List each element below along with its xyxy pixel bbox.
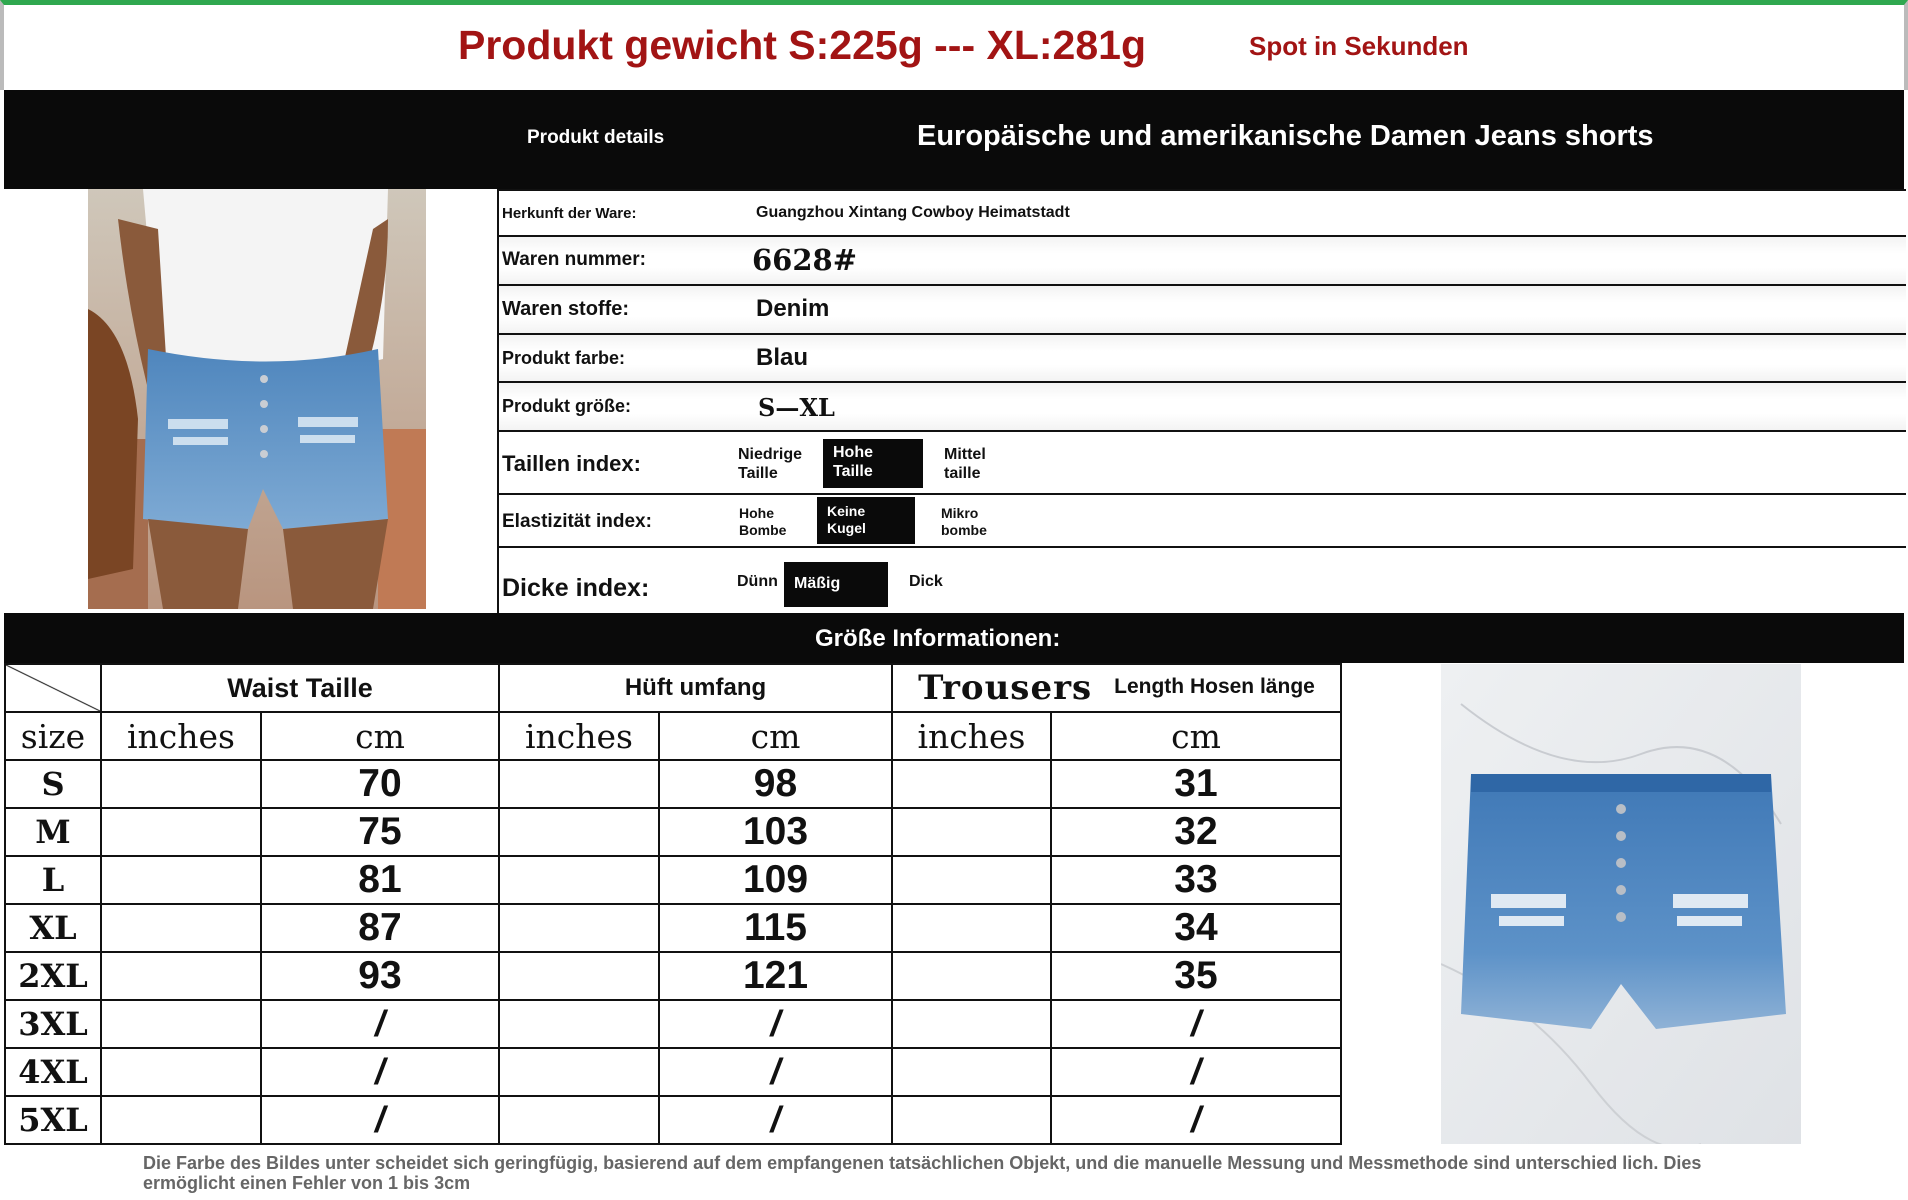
hip-cm-cell: 109 <box>659 856 892 904</box>
waist-cm-cell: 75 <box>261 808 499 856</box>
hip-cm-cell: / <box>659 1048 892 1096</box>
hip-cm-cell: 98 <box>659 760 892 808</box>
size-cell: 3XL <box>5 1000 101 1048</box>
length-inches-cell <box>892 1048 1051 1096</box>
waist-cm-cell: 87 <box>261 904 499 952</box>
length-inches-header: inches <box>892 712 1051 760</box>
size-row <box>5 856 1341 904</box>
size-cell: S <box>5 760 101 808</box>
item-number-row <box>497 237 1906 286</box>
waist-cm-cell: / <box>261 1000 499 1048</box>
length-cm-cell: 32 <box>1051 808 1341 856</box>
thickness-option-thin: Dünn <box>737 573 778 590</box>
waist-inches-cell <box>101 1096 261 1144</box>
size-row <box>5 904 1341 952</box>
waist-cm-cell: 70 <box>261 760 499 808</box>
size-table <box>4 663 1342 1145</box>
size-info-title: Größe Informationen: <box>815 625 1061 652</box>
color-value: Blau <box>756 344 809 371</box>
waist-cm-cell: 93 <box>261 952 499 1000</box>
length-inches-cell <box>892 760 1051 808</box>
size-row <box>5 1096 1341 1144</box>
product-details-label: Produkt details <box>527 127 665 148</box>
hip-cm-cell: / <box>659 1096 892 1144</box>
hip-header: Hüft umfang <box>499 664 892 712</box>
fabric-row <box>497 286 1906 335</box>
waist-cm-cell: / <box>261 1048 499 1096</box>
item-number-value: 6628# <box>752 243 858 277</box>
color-label: Produkt farbe: <box>502 348 626 368</box>
size-cell: XL <box>5 904 101 952</box>
origin-label: Herkunft der Ware: <box>502 205 637 222</box>
size-col-header: size <box>5 712 101 760</box>
size-row <box>5 760 1341 808</box>
thickness-option-medium: Mäßig <box>784 562 888 607</box>
size-cell: M <box>5 808 101 856</box>
model-photo <box>88 189 426 609</box>
corner-cell <box>5 664 101 712</box>
hip-cm-header: cm <box>659 712 892 760</box>
elasticity-option-high: Hohe Bombe <box>739 505 787 538</box>
hip-inches-cell <box>499 808 659 856</box>
waist-cm-header: cm <box>261 712 499 760</box>
waist-cm-cell: / <box>261 1096 499 1144</box>
hip-inches-cell <box>499 952 659 1000</box>
size-cell: L <box>5 856 101 904</box>
waist-inches-cell <box>101 808 261 856</box>
thickness-index-label: Dicke index: <box>502 574 650 602</box>
size-cell: 5XL <box>5 1096 101 1144</box>
length-header-label: Length Hosen länge <box>1114 675 1315 698</box>
trousers-header-label: Trousers <box>918 668 1093 708</box>
size-range-label: Produkt größe: <box>502 396 631 416</box>
length-cm-cell: / <box>1051 1096 1341 1144</box>
hip-inches-cell <box>499 856 659 904</box>
product-title: Europäische und amerikanische Damen Jeans shorts <box>917 120 1654 152</box>
waist-cm-cell: 81 <box>261 856 499 904</box>
hip-inches-header: inches <box>499 712 659 760</box>
elasticity-option-none: Keine Kugel <box>817 497 915 544</box>
shorts-photo-illustration <box>1441 664 1801 1144</box>
length-cm-cell: / <box>1051 1048 1341 1096</box>
disclaimer-note: Die Farbe des Bildes unter scheidet sich geringfügig, basierend auf dem empfangenen tatsächlichen Objekt, und die manuelle Messung und Messmethode sind unterschied lich. Dies ermöglicht einen Fehler von 1 bis 3cm <box>143 1153 1702 1193</box>
length-header <box>892 664 1341 712</box>
color-row <box>497 335 1906 383</box>
size-row <box>5 808 1341 856</box>
length-inches-cell <box>892 1096 1051 1144</box>
waist-inches-cell <box>101 952 261 1000</box>
elasticity-index-label: Elastizität index: <box>502 511 652 532</box>
size-row <box>5 1000 1341 1048</box>
item-number-label: Waren nummer: <box>502 249 646 270</box>
length-cm-header: cm <box>1051 712 1341 760</box>
waist-option-mid: Mittel taille <box>944 446 986 482</box>
length-inches-cell <box>892 952 1051 1000</box>
length-inches-cell <box>892 856 1051 904</box>
hip-cm-cell: / <box>659 1000 892 1048</box>
waist-inches-header: inches <box>101 712 261 760</box>
waist-inches-cell <box>101 1000 261 1048</box>
size-range-value: S—XL <box>758 393 835 422</box>
hip-inches-cell <box>499 1048 659 1096</box>
origin-row <box>497 189 1906 237</box>
waist-inches-cell <box>101 904 261 952</box>
fabric-label: Waren stoffe: <box>502 298 630 320</box>
length-cm-cell: 31 <box>1051 760 1341 808</box>
thickness-index-row <box>497 548 1906 613</box>
waist-option-high: Hohe Taille <box>823 439 923 488</box>
length-cm-cell: 34 <box>1051 904 1341 952</box>
thickness-option-thick: Dick <box>909 573 943 590</box>
size-row <box>5 952 1341 1000</box>
fabric-value: Denim <box>756 295 830 322</box>
size-row <box>5 1048 1341 1096</box>
origin-value: Guangzhou Xintang Cowboy Heimatstadt <box>756 204 1070 221</box>
hip-inches-cell <box>499 760 659 808</box>
hip-inches-cell <box>499 1000 659 1048</box>
product-weight-title: Produkt gewicht S:225g --- XL:281g <box>458 22 1146 68</box>
waist-index-label: Taillen index: <box>502 451 641 476</box>
waist-inches-cell <box>101 856 261 904</box>
hip-cm-cell: 121 <box>659 952 892 1000</box>
length-inches-cell <box>892 1000 1051 1048</box>
hip-cm-cell: 115 <box>659 904 892 952</box>
waist-inches-cell <box>101 760 261 808</box>
waist-inches-cell <box>101 1048 261 1096</box>
waist-header: Waist Taille <box>101 664 499 712</box>
elasticity-index-row <box>497 495 1906 548</box>
size-cell: 2XL <box>5 952 101 1000</box>
length-cm-cell: 35 <box>1051 952 1341 1000</box>
size-cell: 4XL <box>5 1048 101 1096</box>
spot-tagline: Spot in Sekunden <box>1249 31 1469 61</box>
size-range-row <box>497 383 1906 432</box>
size-table-body <box>5 760 1341 1144</box>
waist-option-low: Niedrige Taille <box>738 446 803 482</box>
length-inches-cell <box>892 904 1051 952</box>
length-cm-cell: 33 <box>1051 856 1341 904</box>
hip-inches-cell <box>499 1096 659 1144</box>
length-inches-cell <box>892 808 1051 856</box>
waist-index-row <box>497 432 1906 495</box>
hip-inches-cell <box>499 904 659 952</box>
hip-cm-cell: 103 <box>659 808 892 856</box>
elasticity-option-micro: Mikro bombe <box>941 505 987 538</box>
model-photo-illustration <box>88 189 426 609</box>
shorts-photo <box>1441 664 1801 1144</box>
length-cm-cell: / <box>1051 1000 1341 1048</box>
